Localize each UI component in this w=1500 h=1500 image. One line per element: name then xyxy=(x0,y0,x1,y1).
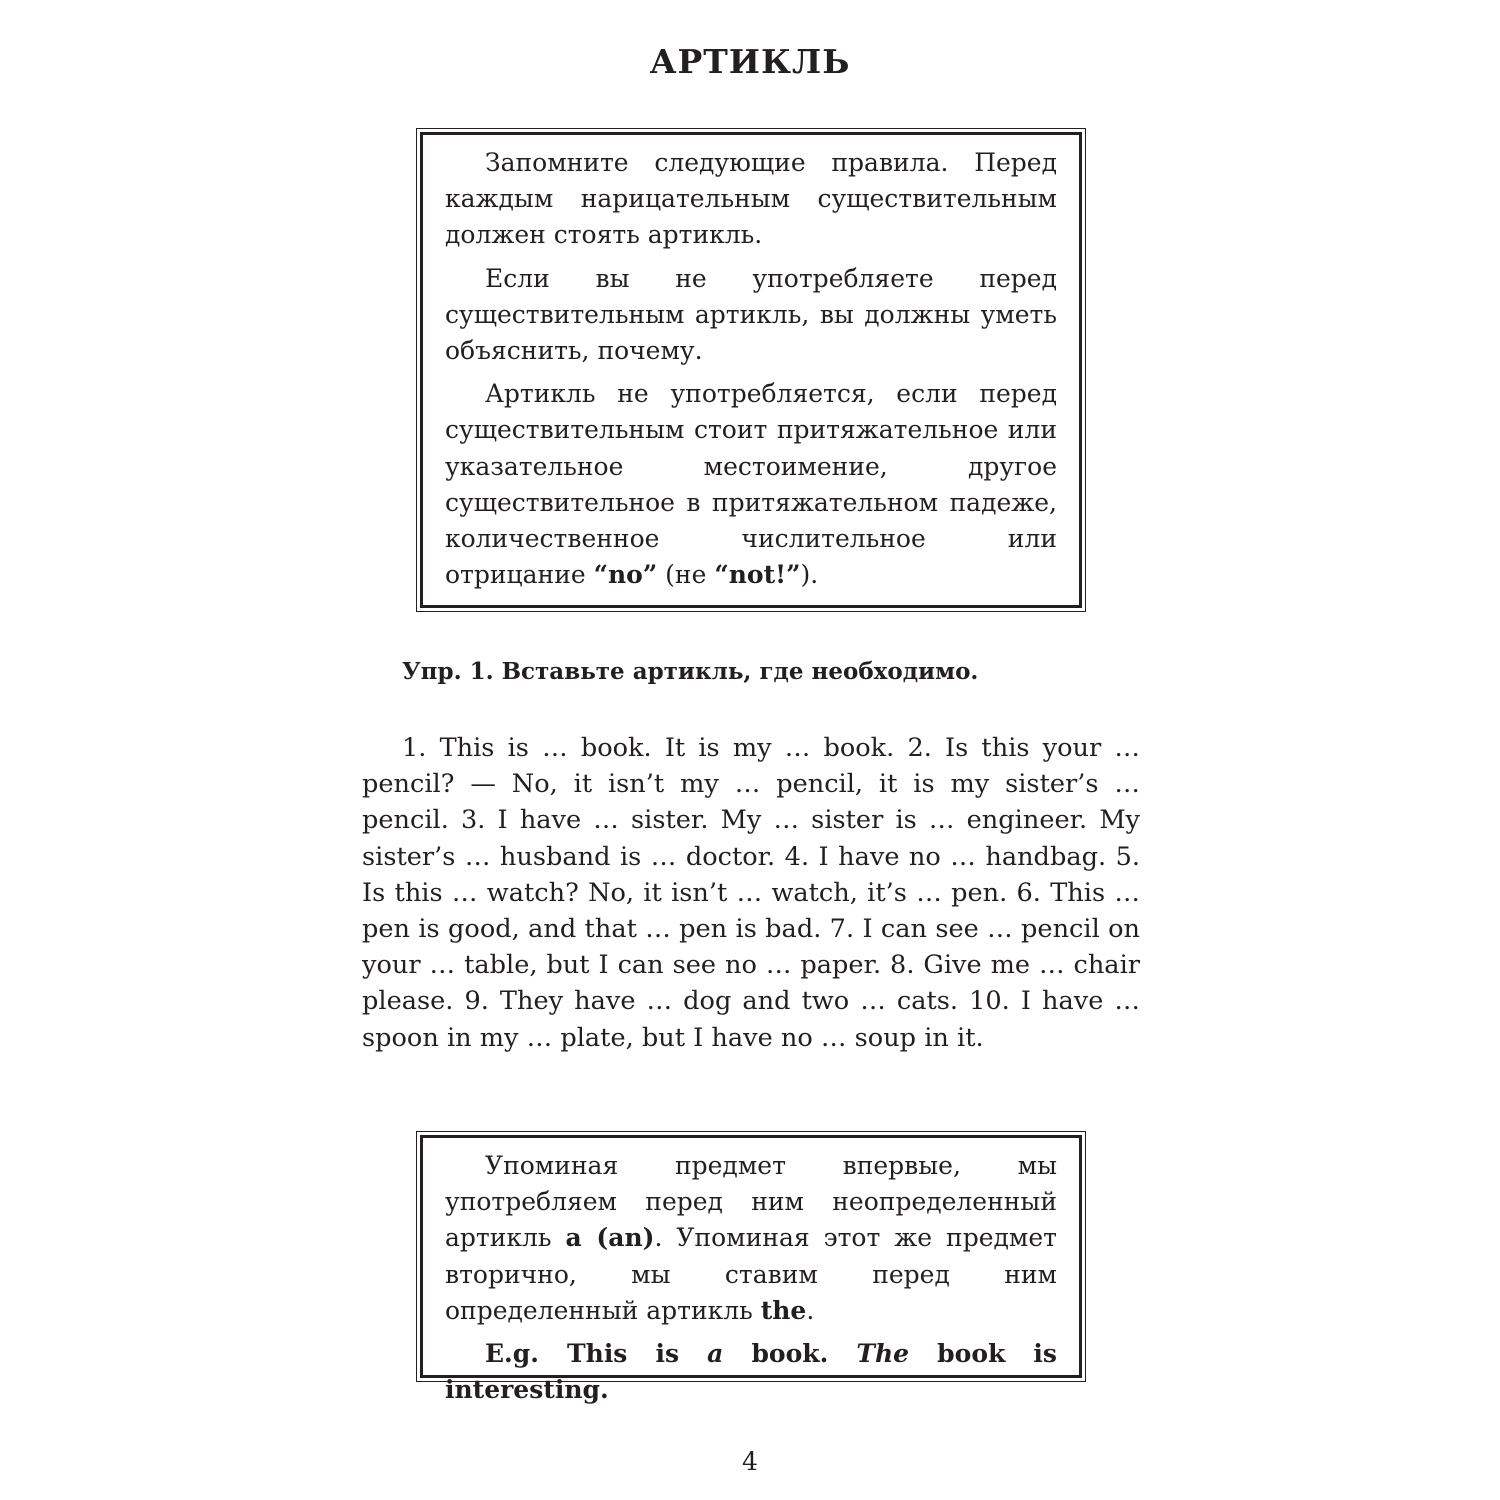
second-mention-text: . Упоминая этот же предмет вторично, мы ставим перед ним определенный артикль xyxy=(445,1223,1057,1325)
page-title: АРТИКЛЬ xyxy=(649,42,851,81)
rule-box-inner xyxy=(420,132,1082,608)
first-mention-text: Упоминая предмет впервые, мы употребляем перед ним неопределенный артикль xyxy=(445,1151,1057,1253)
example-mid: book. xyxy=(723,1339,857,1369)
exercise-text: 1. This is … book. It is my … book. 2. Is this your … pencil? — No, it isn’t my … pencil, it is my sister’s … pencil. 3. I have … sister. My … sister is … engineer. My sister’s … husband is … doctor. 4. I have no … handbag. 5. Is this … watch? No, it isn’t … watch, it’s … pen. 6. This … pen is good, and that … pen is bad. 7. I can see … pencil on your … table, but I can see no … paper. 8. Give me … chair please. 9. They have … dog and two … cats. 10. I have … spoon in my … plate, but I have no … soup in it. xyxy=(362,733,1140,1053)
example-end: book is interesting. xyxy=(445,1339,1058,1405)
rule-box-inner xyxy=(420,1135,1082,1405)
bold-the: the xyxy=(760,1295,807,1325)
rule-paragraph-3 xyxy=(445,376,1057,593)
rule-box-articles xyxy=(416,128,1086,612)
rule-paragraph-3-text: Артикль не употребляется, если перед существительным стоит притяжательное или указательное местоимение, другое существительное в притяжательном падеже, количественное числительное или отрицание xyxy=(445,379,1057,590)
rule-paragraph-2: Если вы не употребляете перед существительным артикль, вы должны уметь объяснить, почему. xyxy=(445,263,1057,366)
example-sentence xyxy=(445,1336,1057,1408)
example-start: E.g. This is xyxy=(485,1339,708,1369)
rule-box-indefinite-definite xyxy=(416,1131,1086,1405)
rule-paragraph-1: Запомните следующие правила. Перед каждым нарицательным существительным должен стоять артикль. xyxy=(445,148,1057,250)
rule-paragraph-first-mention xyxy=(445,1148,1057,1329)
bold-not: “not!” xyxy=(714,560,801,590)
rule-paragraph-3-mid: (не xyxy=(657,560,715,590)
page-number: 4 xyxy=(742,1447,758,1476)
example-a: a xyxy=(707,1339,724,1369)
paragraph-end: . xyxy=(806,1295,815,1325)
exercise-title: Упр. 1. Вставьте артикль, где необходимо. xyxy=(402,658,979,685)
rule-paragraph-3-end: ). xyxy=(800,560,819,590)
example-the: The xyxy=(856,1339,910,1369)
bold-a-an: a (an) xyxy=(565,1223,655,1253)
bold-no: “no” xyxy=(593,560,658,590)
